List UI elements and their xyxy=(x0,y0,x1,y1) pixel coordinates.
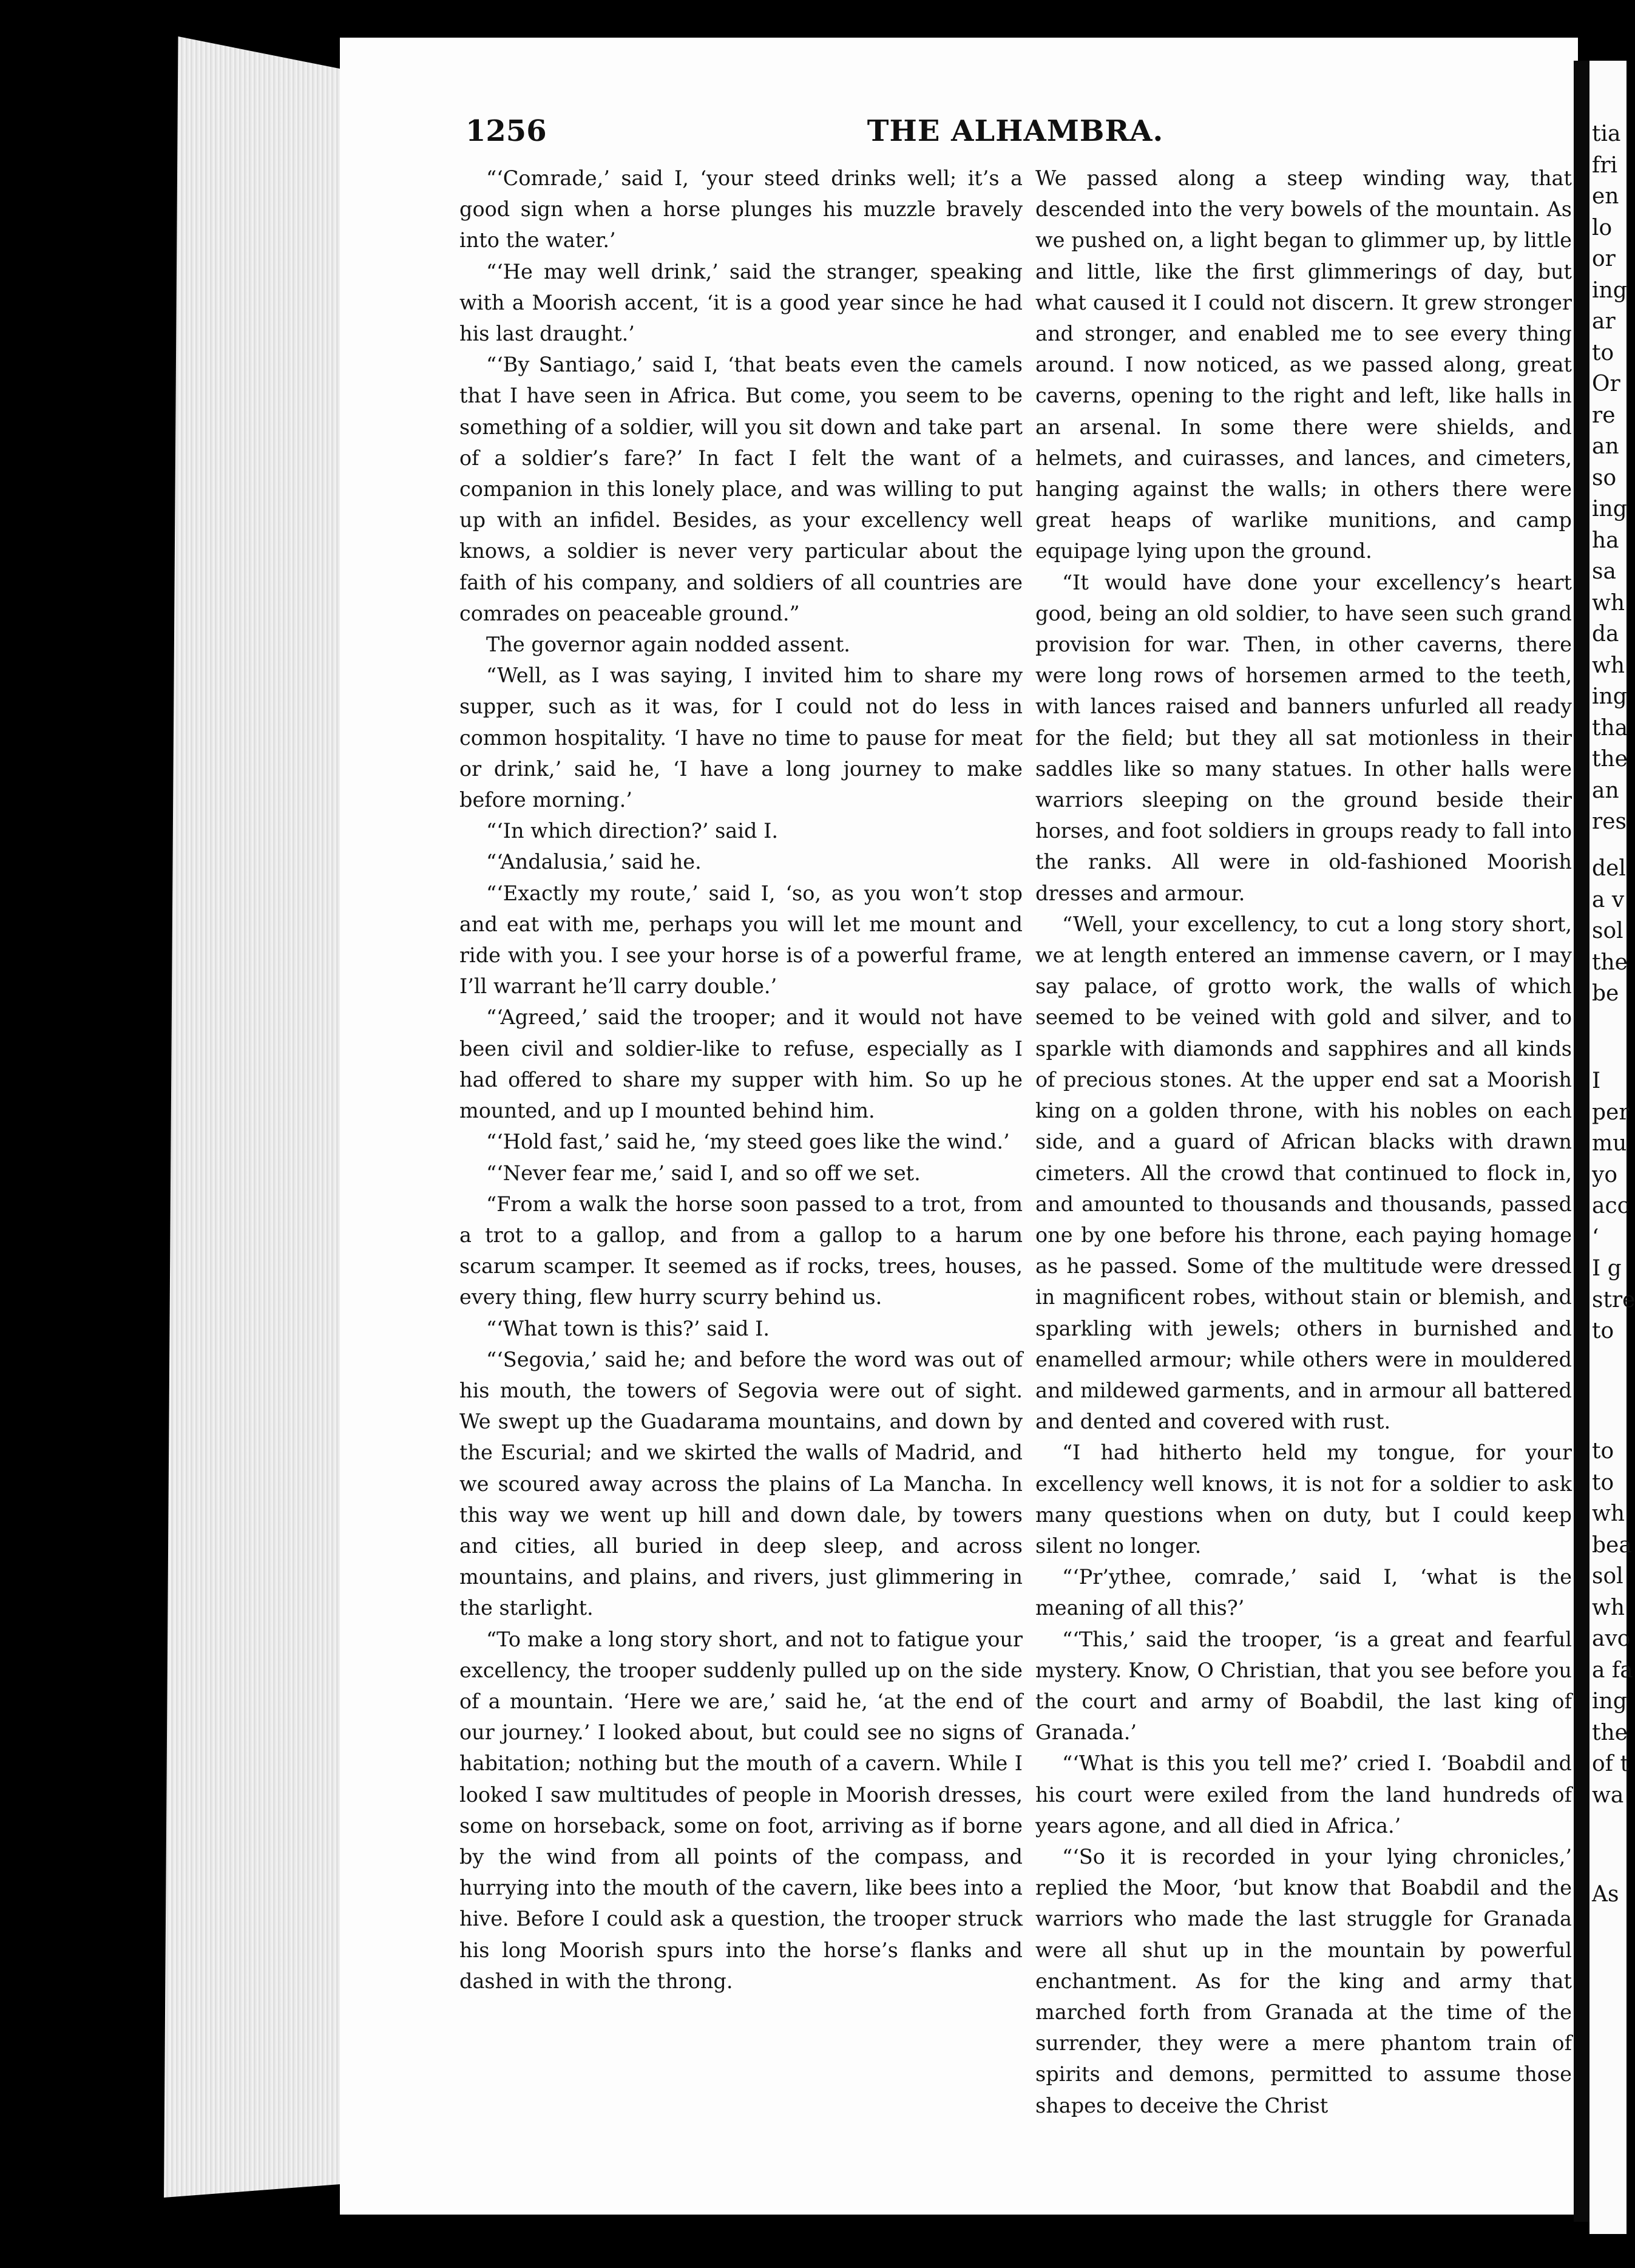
paragraph: “‘So it is recorded in your lying chronicles,’ replied the Moor, ‘but know that Boabdil and the warriors who made the last struggle for Granada were all shut up in the mountain by powerful enchantment. As for the king and army that marched forth from Granada at the time of the surrender, they were a mere phantom train of spirits and demons, permitted to assume those shapes to deceive the Christ xyxy=(1035,1844,1572,2117)
page-gutter xyxy=(1574,61,1589,2222)
paragraph: “‘Exactly my route,’ said I, ‘so, as you won’t stop and eat with me, perhaps you will let me mount and ride with you. I see your horse is of a powerful frame, I’ll warrant he’ll carry double.’ xyxy=(459,881,1023,999)
adjacent-page-fragment: avo xyxy=(1592,1626,1631,1651)
adjacent-page-fragment: del xyxy=(1592,856,1626,881)
adjacent-page-fragment: acc xyxy=(1592,1193,1630,1218)
adjacent-page-fragment: to xyxy=(1592,340,1614,365)
adjacent-page-fragment: a fa xyxy=(1592,1657,1633,1683)
paragraph: “‘Hold fast,’ said he, ‘my steed goes like the wind.’ xyxy=(486,1130,1010,1154)
adjacent-page-fragment: the xyxy=(1592,747,1628,772)
running-head: THE ALHAMBRA. xyxy=(867,114,1164,148)
adjacent-page-fragment: lo xyxy=(1592,215,1613,240)
adjacent-page-fragment: of t xyxy=(1592,1751,1629,1776)
adjacent-page-fragment: be xyxy=(1592,981,1619,1006)
adjacent-page-fragment: sa xyxy=(1592,559,1616,584)
paragraph: “‘Pr’ythee, comrade,’ said I, ‘what is the meaning of all this?’ xyxy=(1035,1565,1572,1620)
paragraph: The governor again nodded assent. xyxy=(486,633,850,657)
paragraph: “‘Never fear me,’ said I, and so off we set. xyxy=(486,1161,921,1185)
adjacent-page-fragment: en xyxy=(1592,184,1619,209)
adjacent-page-fragment: to xyxy=(1592,1319,1614,1343)
adjacent-page-fragment: As xyxy=(1592,1882,1619,1907)
paragraph: “Well, your excellency, to cut a long story short, we at length entered an immense cavern, or I may say palace, of grotto work, the walls of which seemed to be veined with gold and silver, and to sparkle with diamonds and sapphires and all kinds of precious stones. At the upper end sat a Moorish king on a golden throne, with his nobles on each side, and a guard of African blacks with drawn cimeters. All the crowd that continued to flock in, and amounted to thousands and thousands, passed one by one before his throne, each paying homage as he passed. Some of the multitude were dressed in magnificent robes, without stain or blemish, and sparkling with jewels; others in burnished and enamelled armour; while others were in mouldered and mildewed garments, and in armour all battered and dented and covered with rust. xyxy=(1035,912,1572,1434)
adjacent-page-fragment: to xyxy=(1592,1470,1614,1495)
adjacent-page-fragment: wh xyxy=(1592,653,1625,678)
adjacent-page-fragment: re xyxy=(1592,402,1616,428)
paragraph: “‘What town is this?’ said I. xyxy=(486,1316,770,1340)
adjacent-page-fragment: wh xyxy=(1592,1595,1625,1620)
paragraph: “‘Comrade,’ said I, ‘your steed drinks well; it’s a good sign when a horse plunges his muzzle bravely into the water.’ xyxy=(459,166,1023,253)
adjacent-page-fragment: tha xyxy=(1592,715,1628,741)
paragraph: “It would have done your excellency’s heart good, being an old soldier, to have seen such grand provision for war. Then, in other caverns, there were long rows of horsemen armed to the teeth, with lances raised and banners unfurled all ready for the field; but they all sat motionless in their saddles like so many statues. In other halls were warriors sleeping on the ground beside their horses, and foot soldiers in groups ready to fall into the ranks. All were in old-fashioned Moorish dresses and armour. xyxy=(1035,570,1572,905)
paragraph: “‘He may well drink,’ said the stranger, speaking with a Moorish accent, ‘it is a good year since he had his last draught.’ xyxy=(459,259,1023,346)
adjacent-page-fragment: yo xyxy=(1592,1162,1618,1187)
paragraph: We passed along a steep winding way, that descended into the very bowels of the mountain. As we pushed on, a light began to glimmer up, by little and little, like the first glimmerings of day, but what caused it I could not discern. It grew stronger and stronger, and enabled me to see every thing around. I now noticed, as we passed along, great caverns, opening to the right and left, like halls in an arsenal. In some there were shields, and helmets, and cuirasses, and lances, and cimeters, hanging against the walls; in others there were great heaps of warlike munitions, and camp equipage lying upon the ground. xyxy=(1035,166,1572,563)
adjacent-page-fragment: Or xyxy=(1592,372,1620,396)
adjacent-page-fragment: fri xyxy=(1592,152,1618,178)
adjacent-page-fragment: wa xyxy=(1592,1782,1624,1808)
paragraph: “Well, as I was saying, I invited him to share my supper, such as it was, for I could not do less in common hospitality. ‘I have no time to pause for meat or drink,’ said he, ‘I have a long journey to make before morning.’ xyxy=(459,664,1023,812)
adjacent-page-fragment: ing xyxy=(1592,684,1627,709)
adjacent-page-fragment: sol xyxy=(1592,918,1623,943)
paragraph: “‘What is this you tell me?’ cried I. ‘Boabdil and his court were exiled from the land hundreds of years agone, and all died in Africa.’ xyxy=(1035,1751,1572,1838)
adjacent-page-fragment: ar xyxy=(1592,309,1616,334)
page-number: 1256 xyxy=(465,114,547,148)
adjacent-page-fragment: ing xyxy=(1592,277,1627,303)
adjacent-page-strip xyxy=(1589,61,1635,2234)
adjacent-page-fragment: or xyxy=(1592,246,1616,271)
adjacent-page-fragment: stre xyxy=(1592,1287,1635,1312)
adjacent-page-fragment: wh xyxy=(1592,1501,1625,1526)
paragraph: “From a walk the horse soon passed to a trot, from a trot to a gallop, and from a gallop to a harum scarum scamper. It seemed as if rocks, trees, houses, every thing, flew hurry scurry behind us. xyxy=(459,1192,1023,1309)
adjacent-page-fragment: a v xyxy=(1592,887,1625,912)
paragraph: “‘By Santiago,’ said I, ‘that beats even the camels that I have seen in Africa. But come, you seem to be something of a soldier, will you sit down and take part of a soldier’s fare?’ In fact I felt the want of a companion in this lonely place, and was willing to put up with an infidel. Besides, as your excellency well knows, a soldier is never very particular about the faith of his company, and soldiers of all countries are comrades on peaceable ground.” xyxy=(459,353,1023,625)
paragraph: “‘In which direction?’ said I. xyxy=(486,819,778,843)
adjacent-page-fragment: bea xyxy=(1592,1532,1632,1558)
adjacent-page-fragment: mu xyxy=(1592,1131,1627,1156)
paragraph: “‘This,’ said the trooper, ‘is a great and fearful mystery. Know, O Christian, that you see before you the court and army of Boabdil, the last king of Granada.’ xyxy=(1035,1627,1572,1745)
paragraph: “‘Agreed,’ said the trooper; and it would not have been civil and soldier-like to refuse, especially as I had offered to share my supper with him. So up he mounted, and up I mounted behind him. xyxy=(459,1005,1023,1123)
page-header xyxy=(459,114,1571,157)
adjacent-page-fragment: an xyxy=(1592,434,1619,459)
adjacent-page-fragment: per xyxy=(1592,1099,1630,1125)
adjacent-page-fragment: ha xyxy=(1592,528,1619,553)
adjacent-page-fragment: ing xyxy=(1592,497,1627,521)
adjacent-page-fragment: ing xyxy=(1592,1689,1627,1714)
paragraph: “‘Segovia,’ said he; and before the word was out of his mouth, the towers of Segovia were out of sight. We swept up the Guadarama mountains, and down by the Escurial; and we skirted the walls of Madrid, and we scoured away across the plains of La Mancha. In this way we went up hill and down dale, by towers and cities, all buried in deep sleep, and across mountains, and plains, and rivers, just glimmering in the starlight. xyxy=(459,1347,1023,1620)
adjacent-page-fragment: I xyxy=(1592,1068,1601,1093)
adjacent-page-fragment: I g xyxy=(1592,1256,1622,1281)
adjacent-page-fragment: res xyxy=(1592,809,1627,834)
adjacent-page-fragment: sol xyxy=(1592,1564,1623,1589)
adjacent-page-fragment: the xyxy=(1592,1720,1628,1745)
adjacent-page-fragment: so xyxy=(1592,465,1617,491)
left-text-column xyxy=(459,163,1023,1997)
paragraph: “‘Andalusia,’ said he. xyxy=(486,850,702,874)
adjacent-page-fragment: to xyxy=(1592,1439,1614,1464)
adjacent-page-fragment: tia xyxy=(1592,121,1621,146)
adjacent-page-fragment: ‘ xyxy=(1592,1224,1599,1250)
adjacent-page-fragment: da xyxy=(1592,622,1619,647)
paragraph: “To make a long story short, and not to fatigue your excellency, the trooper suddenly pulled up on the side of a mountain. ‘Here we are,’ said he, ‘at the end of our journey.’ I looked about, but could see no signs of habitation; nothing but the mouth of a cavern. While I looked I saw multitudes of people in Moorish dresses, some on horseback, some on foot, arriving as if borne by the wind from all points of the compass, and hurrying into the mouth of the cavern, like bees into a hive. Before I could ask a question, the trooper struck his long Moorish spurs into the horse’s flanks and dashed in with the throng. xyxy=(459,1627,1023,1993)
adjacent-page-fragment: the xyxy=(1592,949,1628,975)
adjacent-page-fragment: wh xyxy=(1592,590,1625,616)
right-text-column xyxy=(1035,163,1572,2117)
adjacent-page-fragment: an xyxy=(1592,778,1619,803)
paragraph: “I had hitherto held my tongue, for your excellency well knows, it is not for a soldier to ask many questions when on duty, but I could keep silent no longer. xyxy=(1035,1441,1572,1558)
